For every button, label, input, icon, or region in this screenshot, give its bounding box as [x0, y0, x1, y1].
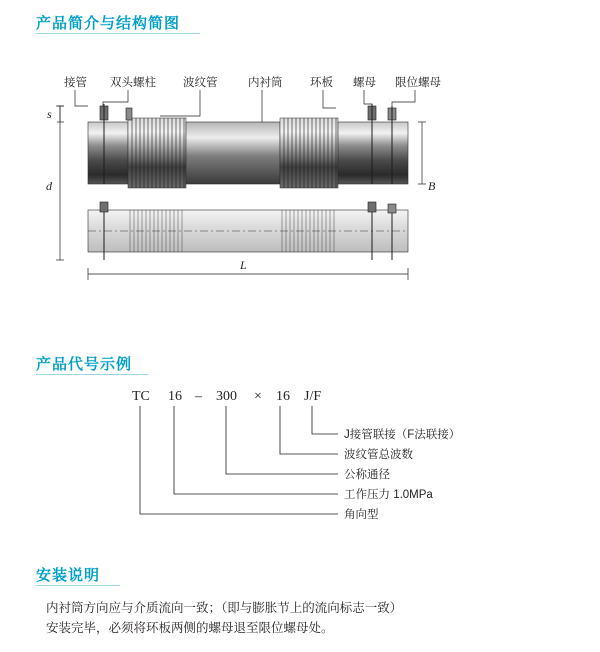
section-title-intro: 产品简介与结构简图	[36, 15, 181, 32]
code-desc-2: 公称通径	[344, 469, 390, 481]
section-divider-intro	[36, 33, 200, 34]
callout-label-6: 限位螺母	[395, 77, 441, 89]
section-title-code: 产品代号示例	[36, 356, 133, 373]
code-token-6: J/F	[304, 389, 322, 404]
dimension-s	[47, 106, 64, 122]
code-desc-1: 波纹管总波数	[344, 449, 413, 461]
product-code-diagram	[40, 378, 560, 538]
upper-assembly	[88, 104, 408, 188]
lower-assembly	[88, 202, 408, 260]
callout-label-5: 螺母	[353, 77, 376, 89]
code-descriptions	[344, 427, 460, 521]
code-desc-3: 工作压力 1.0MPa	[344, 489, 433, 501]
dimension-d	[46, 106, 64, 260]
code-token-3: 300	[216, 389, 237, 404]
dimension-label-d: d	[46, 179, 52, 193]
code-leader-lines	[140, 406, 338, 514]
code-token-5: 16	[276, 389, 290, 404]
dimension-label-B: B	[428, 179, 436, 193]
dimension-label-s: s	[47, 107, 52, 121]
callout-label-0: 接管	[64, 77, 87, 89]
code-token-0: TC	[132, 389, 150, 404]
installation-notes	[46, 598, 566, 638]
dimension-B	[418, 122, 436, 193]
callout-label-4: 环板	[310, 77, 333, 89]
code-token-2: –	[195, 389, 202, 404]
diagram-callout-labels	[64, 75, 441, 89]
code-token-1: 16	[168, 389, 182, 404]
section-title-install: 安装说明	[36, 567, 101, 584]
structure-diagram	[40, 60, 560, 290]
code-desc-4: 角向型	[344, 509, 379, 521]
section-divider-code	[36, 374, 148, 375]
callout-label-2: 波纹管	[183, 77, 218, 89]
dimension-label-L: L	[240, 258, 247, 272]
code-token-row	[132, 389, 321, 404]
code-token-4: ×	[254, 389, 262, 404]
installation-note-0: 内衬筒方向应与介质流向一致；（即与膨胀节上的流向标志一致）	[46, 601, 403, 615]
installation-note-1: 安装完毕，必须将环板两侧的螺母退至限位螺母处。	[46, 621, 334, 635]
dimension-L	[88, 258, 408, 280]
callout-label-3: 内衬筒	[248, 77, 283, 89]
section-divider-install	[36, 585, 120, 586]
code-desc-0: J接管联接（F法联接）	[344, 429, 461, 441]
callout-label-1: 双头螺柱	[110, 77, 156, 89]
